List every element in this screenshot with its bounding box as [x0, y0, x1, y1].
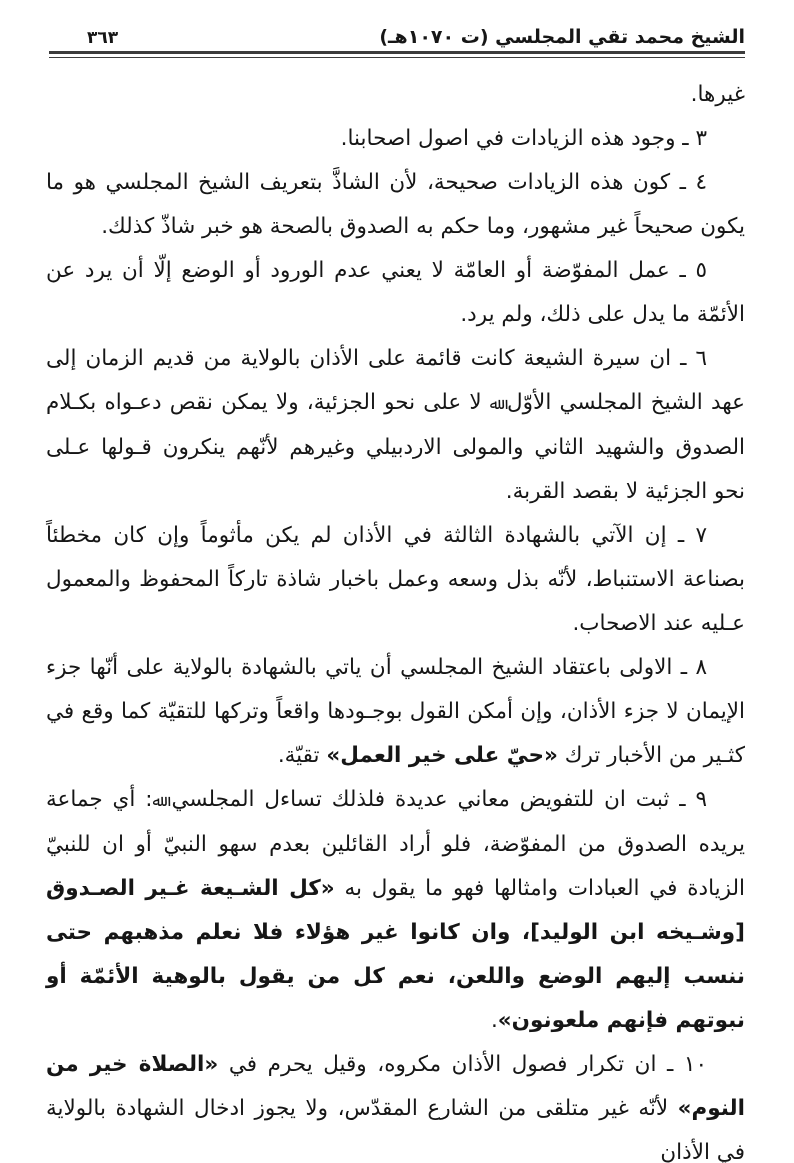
page-number: ٣٦٣ [87, 28, 119, 48]
paragraph [46, 73, 745, 117]
page-body [0, 58, 794, 1163]
text-run: لأنّه غير متلقى من الشارع المقدّس، ولا يجوز ادخال الشهادة بالولاية في الأذان [46, 1096, 745, 1163]
text-run: تقيّة. [277, 743, 327, 768]
text-run: ٤ ـ كون هذه الزيادات صحيحة، لأن الشاذَّ بتعريف الشيخ المجلسي هو ما يكون صحيحاً غير مشهور، وما حكم به الصدوق بالصحة هو خبر شاذّ كذلك. [46, 170, 745, 239]
header-divider-rule [49, 51, 745, 58]
text-run: غيرها. [690, 82, 745, 107]
paragraph [46, 117, 745, 161]
text-run: ٩ ـ ثبت ان للتفويض معاني عديدة فلذلك تساءل المجلسي [161, 787, 707, 812]
text-run: : أي جماعة يريده الصدوق من المفوّضة، فلو أراد القائلين بعدم سهو النبيّ أو ان للنبيّ الزيادة في العبادات وامثالها فهو ما يقول به [46, 787, 745, 901]
honorific-symbol: ﷲ [489, 395, 499, 413]
text-run: ١٠ ـ ان تكرار فصول الأذان مكروه، وقيل يحرم في [218, 1052, 707, 1077]
page-header [0, 0, 794, 48]
emphasized-quote: «الصلاة خير من النوم» [46, 1052, 745, 1121]
emphasized-quote: «كل الشـيعة غـير الصـدوق [وشـيخه ابن الوليد]، وان كانوا غير هؤلاء فلا نعلم مذهبهم حتى ننسب إليهم الوضع واللعن، نعم كل من يقول بالوهية الأئمّة أو نبوتهم فإنهم ملعونون» [46, 876, 745, 1033]
emphasized-quote: «حيّ على خير العمل» [326, 743, 558, 768]
paragraph [46, 646, 745, 778]
paragraph [46, 161, 745, 249]
text-run: ٨ ـ الاولى باعتقاد الشيخ المجلسي أن ياتي بالشهادة بالولاية على أنّها جزء الإيمان لا جزء الأذان، وإن أمكن القول بوجـودها واقعاً وتركها للتقيّة كما وقع في كثـير من الأخبار ترك [46, 655, 745, 768]
text-run: ٥ ـ عمل المفوّضة أو العامّة لا يعني عدم الورود أو الوضع إلّا أن يرد عن الأئمّة ما يدل على ذلك، ولم يرد. [46, 258, 745, 327]
chapter-title: الشيخ محمد تقي المجلسي (ت ١٠٧٠هـ) [379, 26, 745, 48]
text-run: ٧ ـ إن الآتي بالشهادة الثالثة في الأذان لم يكن مأثوماً وإن كان مخطئاً بصناعة الاستنباط، لأنّه بذل وسعه وعمل باخبار شاذة تاركاً المحفوظ والمعمول عـليه عند الاصحاب. [46, 523, 745, 636]
paragraph [46, 514, 745, 646]
honorific-symbol: ﷲ [152, 792, 162, 810]
text-run: . [490, 1008, 498, 1033]
paragraph [46, 1043, 745, 1163]
paragraph [46, 778, 745, 1043]
text-run: ٣ ـ وجود هذه الزيادات في اصول اصحابنا. [340, 126, 707, 151]
text-run: لا على نحو الجزئية، ولا يمكن نقص دعـواه بكـلام الصدوق والشهيد الثاني والمولى الاردبيلي وغيرهم لأنّهم ينكرون قـولها عـلى نحو الجزئية لا بقصد القربة. [46, 390, 745, 504]
paragraph [46, 249, 745, 337]
paragraph [46, 337, 745, 514]
text-run: ٦ ـ ان سيرة الشيعة كانت قائمة على الأذان بالولاية من قديم الزمان إلى عهد الشيخ المجلسي الأوّل [46, 346, 745, 415]
